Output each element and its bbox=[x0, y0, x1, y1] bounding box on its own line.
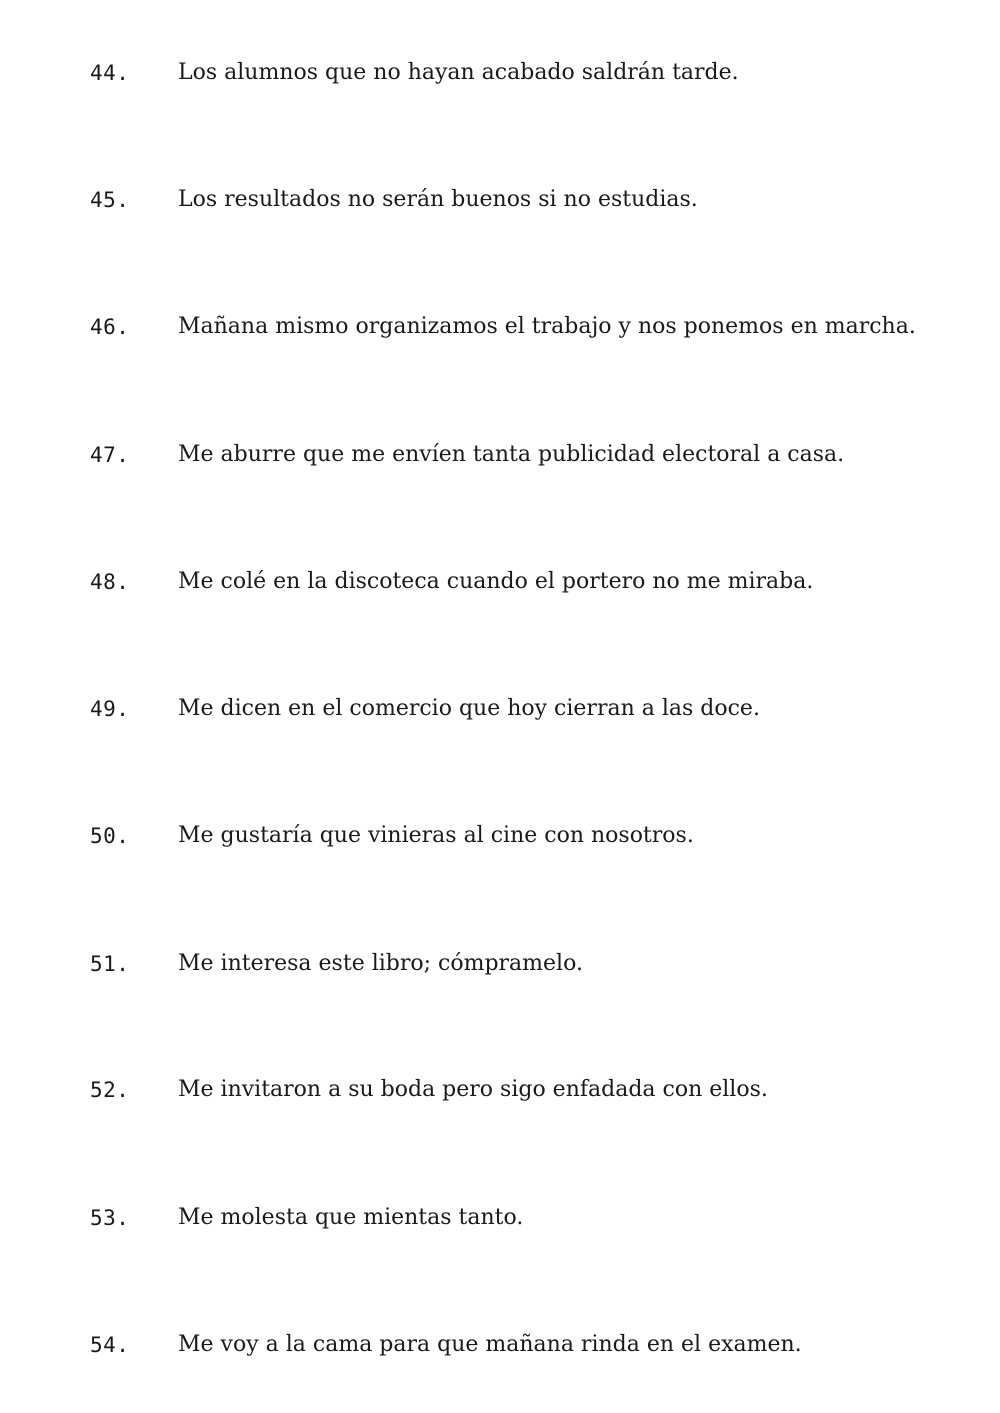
sentence-text: Los resultados no serán buenos si no estudias. bbox=[178, 187, 698, 212]
sentence-item bbox=[90, 180, 970, 220]
sentence-item bbox=[90, 944, 970, 984]
item-number: 45. bbox=[90, 187, 130, 212]
sentence-item bbox=[90, 562, 970, 602]
sentence-text: Me colé en la discoteca cuando el portero no me miraba. bbox=[178, 569, 814, 594]
sentence-item bbox=[90, 53, 970, 93]
item-number: 51. bbox=[90, 951, 130, 976]
sentence-text: Me gustaría que vinieras al cine con nosotros. bbox=[178, 823, 694, 848]
item-number: 46. bbox=[90, 314, 130, 339]
sentence-text: Me interesa este libro; cómpramelo. bbox=[178, 951, 583, 976]
sentence-text: Los alumnos que no hayan acabado saldrán tarde. bbox=[178, 60, 739, 85]
sentence-item bbox=[90, 307, 970, 347]
item-number: 53. bbox=[90, 1205, 130, 1230]
sentence-text: Me invitaron a su boda pero sigo enfadada con ellos. bbox=[178, 1077, 768, 1102]
item-number: 44. bbox=[90, 60, 130, 85]
item-number: 47. bbox=[90, 442, 130, 467]
sentence-item bbox=[90, 435, 970, 475]
item-number: 52. bbox=[90, 1077, 130, 1102]
sentence-text: Me aburre que me envíen tanta publicidad electoral a casa. bbox=[178, 442, 845, 467]
sentence-item bbox=[90, 1198, 970, 1238]
item-number: 50. bbox=[90, 823, 130, 848]
sentence-item bbox=[90, 689, 970, 729]
sentence-text: Me molesta que mientas tanto. bbox=[178, 1205, 524, 1230]
sentence-item bbox=[90, 816, 970, 856]
item-number: 48. bbox=[90, 569, 130, 594]
sentence-text: Mañana mismo organizamos el trabajo y nos ponemos en marcha. bbox=[178, 314, 916, 339]
item-number: 54. bbox=[90, 1332, 130, 1357]
sentence-text: Me dicen en el comercio que hoy cierran a las doce. bbox=[178, 696, 760, 721]
sentence-item bbox=[90, 1325, 970, 1365]
sentence-item bbox=[90, 1070, 970, 1110]
item-number: 49. bbox=[90, 696, 130, 721]
sentence-text: Me voy a la cama para que mañana rinda en el examen. bbox=[178, 1332, 802, 1357]
